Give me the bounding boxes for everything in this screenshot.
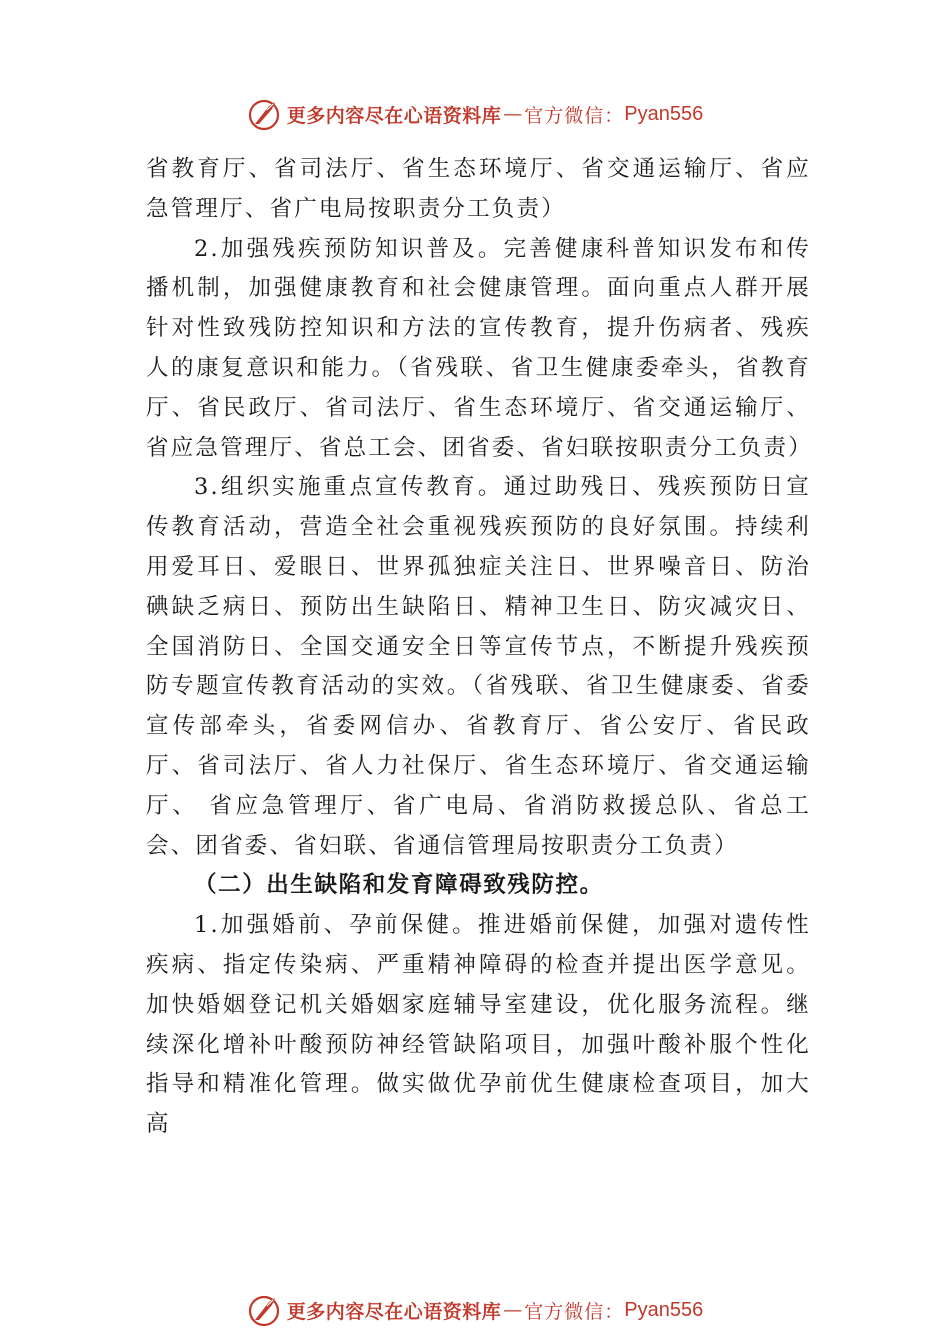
watermark-wechat-label: 官方微信：	[524, 1300, 625, 1323]
watermark-wechat-id: Pyan556	[624, 102, 704, 125]
section-heading: （二）出生缺陷和发育障碍致残防控。	[194, 872, 604, 899]
watermark-brand: 更多内容尽在心语资料库	[286, 104, 502, 127]
watermark-wechat-id: Pyan556	[624, 1298, 704, 1321]
paragraph-item-2: 2.加强残疾预防知识普及。完善健康科普知识发布和传播机制，加强健康教育和社会健康管理。面向重点人群开展针对性致残防控知识和方法的宣传教育，提升伤病者、残疾人的康复意识和能力。（省残联、省卫生健康委牵头，省教育厅、省民政厅、省司法厅、省生态环境厅、省交通运输厅、 省应急管理厅、省总工会、团省委、省妇联按职责分工负责）	[146, 235, 813, 461]
quill-pen-icon	[247, 96, 283, 132]
document-body	[146, 150, 811, 1145]
paragraph-item-3: 3.组织实施重点宣传教育。通过助残日、残疾预防日宣传教育活动，营造全社会重视残疾预防的良好氛围。持续利用爱耳日、爱眼日、世界孤独症关注日、世界噪音日、防治碘缺乏病日、预防出生缺陷日、精神卫生日、防灾减灾日、 全国消防日、全国交通安全日等宣传节点，不断提升残疾预防专题宣传教育活动的实效。（省残联、省卫生健康委、省委宣传部牵头，省委网信办、省教育厅、省公安厅、省民政厅、省司法厅、省人力社保厅、省生态环境厅、省交通运输厅、 省应急管理厅、省广电局、省消防救援总队、省总工会、团省委、省妇联、省通信管理局按职责分工负责）	[146, 474, 811, 859]
footer-watermark	[0, 1290, 950, 1330]
header-watermark	[0, 94, 950, 134]
watermark-dash: —	[503, 1299, 523, 1321]
paragraph-continuation: 省教育厅、省司法厅、省生态环境厅、省交通运输厅、省应急管理厅、省广电局按职责分工负责）	[146, 156, 811, 222]
quill-pen-icon	[247, 1292, 283, 1328]
watermark-dash: —	[503, 103, 523, 125]
watermark-wechat-label: 官方微信：	[524, 104, 625, 127]
paragraph-item-1: 1.加强婚前、孕前保健。推进婚前保健，加强对遗传性疾病、指定传染病、严重精神障碍的检查并提出医学意见。加快婚姻登记机关婚姻家庭辅导室建设，优化服务流程。继续深化增补叶酸预防神经管缺陷项目，加强叶酸补服个性化指导和精准化管理。做实做优孕前优生健康检查项目，加大高	[146, 912, 811, 1138]
watermark-brand: 更多内容尽在心语资料库	[286, 1300, 502, 1323]
